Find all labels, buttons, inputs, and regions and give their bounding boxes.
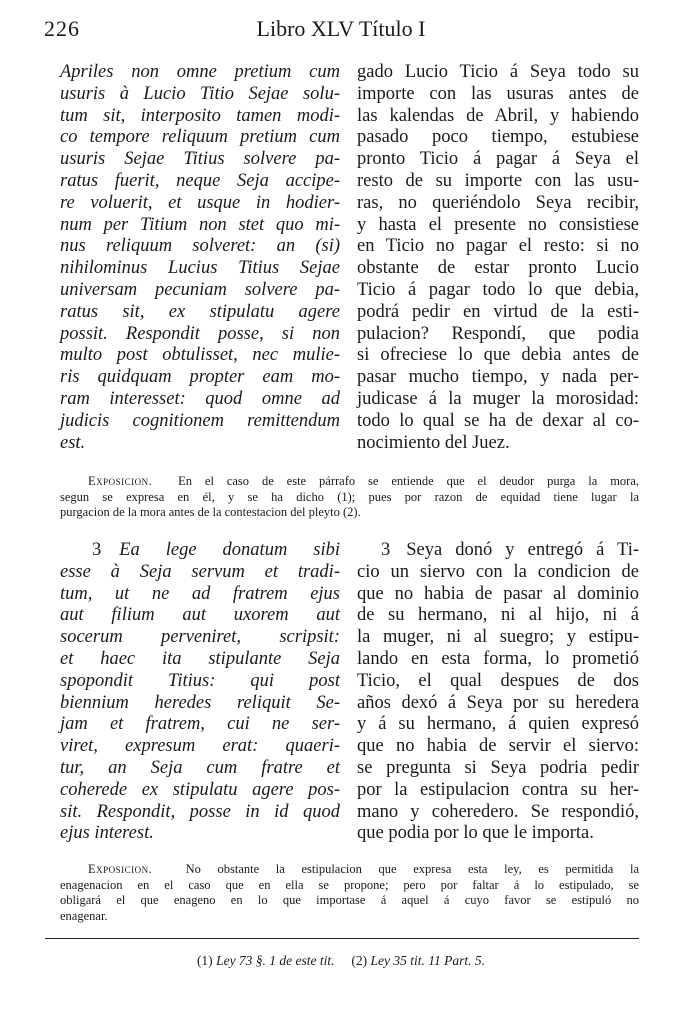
text-line: pronto Ticio á pagar á Seya el	[357, 149, 639, 170]
text-line: y hasta el presente no consistiese	[357, 214, 639, 235]
exposicion-1-cont	[60, 490, 639, 521]
text-line: coherede ex stipulatu agere pos-	[60, 779, 340, 800]
text-line: aut filium aut uxorem aut	[60, 605, 340, 626]
footnote-rule	[45, 938, 639, 939]
text-line: en Ticio no pagar el resto: si no	[357, 236, 639, 257]
text-line: nocimiento del Juez.	[357, 432, 510, 453]
exposicion-text: En el caso de este párrafo se entiende que el deudor purga la mora,	[178, 474, 640, 488]
exposicion-line: obligará el que enageno en lo que importase á aquel á cuyo favor se estipuló no	[60, 893, 639, 907]
text-line: judicase á la muger la morosidad:	[357, 388, 639, 409]
text-line: et haec ita stipulante Seja	[60, 648, 340, 669]
latin-column-3	[60, 540, 340, 845]
text-line: jam et fratrem, cui ne ser-	[60, 714, 340, 735]
exposicion-line: purgacion de la mora antes de la contestacion del pleyto (2).	[60, 505, 361, 519]
footnote-2: (2) Ley 35 tit. 11 Part. 5.	[351, 953, 486, 968]
spanish-column-3	[357, 540, 639, 845]
exposicion-label: Exposicion.	[88, 474, 153, 488]
text-line	[60, 540, 340, 562]
text-line: socerum perveniret, scripsit:	[60, 627, 340, 648]
text-line: est.	[60, 432, 86, 453]
exposicion-1	[88, 474, 639, 490]
text-line: judicis cognitionem remittendum	[60, 410, 340, 431]
latin-column-1	[60, 62, 340, 454]
text-line: Ticio, el qual despues de dos	[357, 670, 639, 691]
text-line: la muger, ni al suegro; y estipu-	[357, 627, 639, 648]
text-line: multo post obtulisset, nec mulie-	[60, 345, 340, 366]
text-line: gado Lucio Ticio á Seya todo su	[357, 62, 639, 82]
text-line: importe con las usuras antes de	[357, 83, 639, 104]
text-line: spopondit Titius: qui post	[60, 670, 340, 691]
text-line: tum sit, interposito tamen modi-	[60, 105, 340, 126]
paragraph-number: 3	[381, 540, 391, 560]
text-line: pulacion? Respondí, que podia	[357, 323, 639, 344]
footnote-1: (1) Ley 73 §. 1 de este tit.	[196, 953, 335, 968]
text-line	[357, 540, 639, 562]
text-line: pasado poco tiempo, estubiese	[357, 127, 639, 148]
exposicion-line: segun se expresa en él, y se ha dicho (1); pues por razon de equidad tiene lugar la	[60, 489, 639, 504]
text-line: viret, expresum erat: quaeri-	[60, 736, 340, 757]
text-line: resto de su importe con las usu-	[357, 170, 639, 191]
text-line: universam pecuniam solvere pa-	[60, 279, 340, 300]
exposicion-line: enagenar.	[60, 908, 108, 923]
text-line: y á su hermano, á quien expresó	[357, 714, 639, 735]
text-line: obstante de estar pronto Lucio	[357, 258, 639, 279]
text-line: re voluerit, et usque in hodier-	[60, 192, 340, 213]
text-line: nus reliquum solveret: an (si)	[60, 236, 340, 257]
text-line: pasar mucho tiempo, y nada per-	[357, 367, 639, 388]
text-line: ras, no queriéndolo Seya recibir,	[357, 192, 639, 213]
exposicion-label: Exposicion.	[88, 862, 153, 876]
text-line: biennium heredes reliquit Se-	[60, 692, 340, 713]
text-line: lando en esta forma, lo prometió	[357, 648, 639, 669]
text-line: usuris Sejae Titius solvere pa-	[60, 149, 340, 170]
exposicion-3	[88, 862, 639, 878]
running-title: Libro XLV Título I	[256, 16, 426, 41]
text-line: mano y coheredero. Se respondió,	[357, 801, 639, 822]
text-line: todo lo qual se ha de dexar al co-	[357, 410, 639, 431]
text-line: podrá pedir en virtud de la esti-	[357, 301, 639, 322]
text-line: ratus fuerit, neque Seja accipe-	[60, 170, 340, 191]
exposicion-line	[88, 474, 639, 490]
text-line: usuris à Lucio Titio Sejae solu-	[60, 83, 340, 104]
text-line: tur, an Seja cum fratre et	[60, 757, 340, 778]
text-line: Ticio á pagar todo lo que debia,	[357, 279, 639, 300]
text-line: años dexó á Seya por su heredera	[357, 692, 639, 713]
text-line: num per Titium non stet quo mi-	[60, 214, 340, 235]
paragraph-number: 3	[92, 540, 102, 560]
text-line: ram interesset: quod omne ad	[60, 388, 340, 409]
text-line: que no habia de servir el siervo:	[357, 736, 639, 757]
exposicion-3-cont	[60, 878, 639, 925]
text-line: tum, ut ne ad fratrem ejus	[60, 583, 340, 604]
spanish-column-1	[357, 62, 639, 454]
page-number: 226	[44, 16, 80, 41]
text-line: Apriles non omne pretium cum	[60, 62, 340, 82]
latin-column-3-body	[60, 562, 340, 845]
text-line: ris quidquam propter eam mo-	[60, 367, 340, 388]
exposicion-line: enagenacion en el caso que en ella se propone; pero por faltar á lo estipulado, se	[60, 877, 639, 892]
text-line: las kalendas de Abril, y habiendo	[357, 105, 639, 126]
text-line: por la estipulacion contra su her-	[357, 779, 639, 800]
exposicion-line	[88, 862, 639, 878]
text-line: co tempore reliquum pretium cum	[60, 127, 340, 148]
text-line: sit. Respondit, posse in id quod	[60, 801, 340, 822]
text-line: cio un siervo con la condicion de	[357, 561, 639, 582]
exposicion-text: No obstante la estipulacion que expresa esta ley, es permitida la	[185, 862, 639, 876]
text-fragment: Ea lege donatum sibi	[119, 540, 340, 560]
text-line: ratus sit, ex stipulatu agere	[60, 301, 340, 322]
text-line: ejus interest.	[60, 823, 154, 844]
text-line: de su hermano, ni al hijo, ni á	[357, 605, 639, 626]
text-line: possit. Respondit posse, si non	[60, 323, 340, 344]
text-line: que podia por lo que le importa.	[357, 823, 594, 844]
text-line: nihilominus Lucius Titius Sejae	[60, 258, 340, 279]
text-fragment: Seya donó y entregó á Ti-	[406, 540, 639, 560]
text-line: esse à Seja servum et tradi-	[60, 561, 340, 582]
text-line: se pregunta si Seya podria pedir	[357, 757, 639, 778]
text-line: si ofreciese lo que debia antes de	[357, 345, 639, 366]
text-line: que no habia de pasar al dominio	[357, 583, 639, 604]
spanish-column-3-body	[357, 562, 639, 845]
footnotes	[0, 953, 682, 969]
